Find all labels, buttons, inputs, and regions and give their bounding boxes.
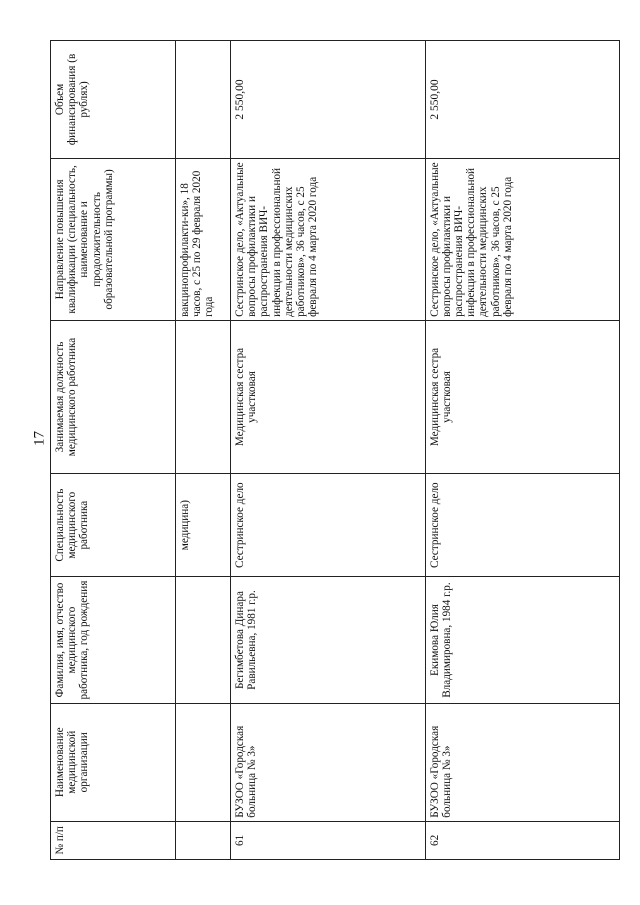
cell-position: Медицинская сестра участковая — [231, 320, 426, 473]
header-position: Занимаемая должность медицинского работника — [51, 320, 176, 473]
cell-num: 62 — [425, 821, 620, 859]
cell-name: Бегимбетова Динара Равильевна, 1981 г.р. — [231, 577, 426, 704]
cell-direction: Сестринское дело, «Актуальные вопросы профилактики и распространения ВИЧ-инфекции в профессиональной деятельности медицинских работников», 36 часов, с 25 февраля по 4 марта 2020 года — [231, 158, 426, 320]
cell-org: БУЗОО «Городская больница № 3» — [231, 703, 426, 821]
cell-name — [176, 577, 231, 704]
cell-org: БУЗОО «Городская больница № 3» — [425, 703, 620, 821]
cell-num: 61 — [231, 821, 426, 859]
table-row-continuation — [176, 41, 231, 860]
table-row — [425, 41, 620, 860]
cell-direction: вакцинопрофилакти-ки», 18 часов, с 25 по 29 февраля 2020 года — [176, 158, 231, 320]
cell-financing: 2 550,00 — [231, 41, 426, 159]
table-header-row — [51, 41, 176, 860]
header-financing: Объем финансирования (в рублях) — [51, 41, 176, 159]
header-spec: Специальность медицинского работника — [51, 474, 176, 577]
rotated-table-container — [50, 40, 620, 860]
cell-num — [176, 821, 231, 859]
cell-name: Екимова Юлия Владимировна, 1984 г.р. — [425, 577, 620, 704]
training-table — [50, 40, 620, 860]
cell-financing — [176, 41, 231, 159]
table-row — [231, 41, 426, 860]
cell-spec: Сестринское дело — [425, 474, 620, 577]
cell-direction: Сестринское дело, «Актуальные вопросы профилактики и распространения ВИЧ-инфекции в профессиональной деятельности медицинских работников», 36 часов, с 25 февраля по 4 марта 2020 года — [425, 158, 620, 320]
cell-position: Медицинская сестра участковая — [425, 320, 620, 473]
header-direction: Направление повышения квалификации (специальность, наименование и продолжительность образовательной программы) — [51, 158, 176, 320]
header-org: Наименование медицинской организации — [51, 703, 176, 821]
header-name: Фамилия, имя, отчество медицинского работника, год рождения — [51, 577, 176, 704]
cell-position — [176, 320, 231, 473]
cell-spec: Сестринское дело — [231, 474, 426, 577]
page-number: 17 — [31, 431, 48, 446]
cell-financing: 2 550,00 — [425, 41, 620, 159]
cell-org — [176, 703, 231, 821]
cell-spec: медицина) — [176, 474, 231, 577]
header-num: № п/п — [51, 821, 176, 859]
